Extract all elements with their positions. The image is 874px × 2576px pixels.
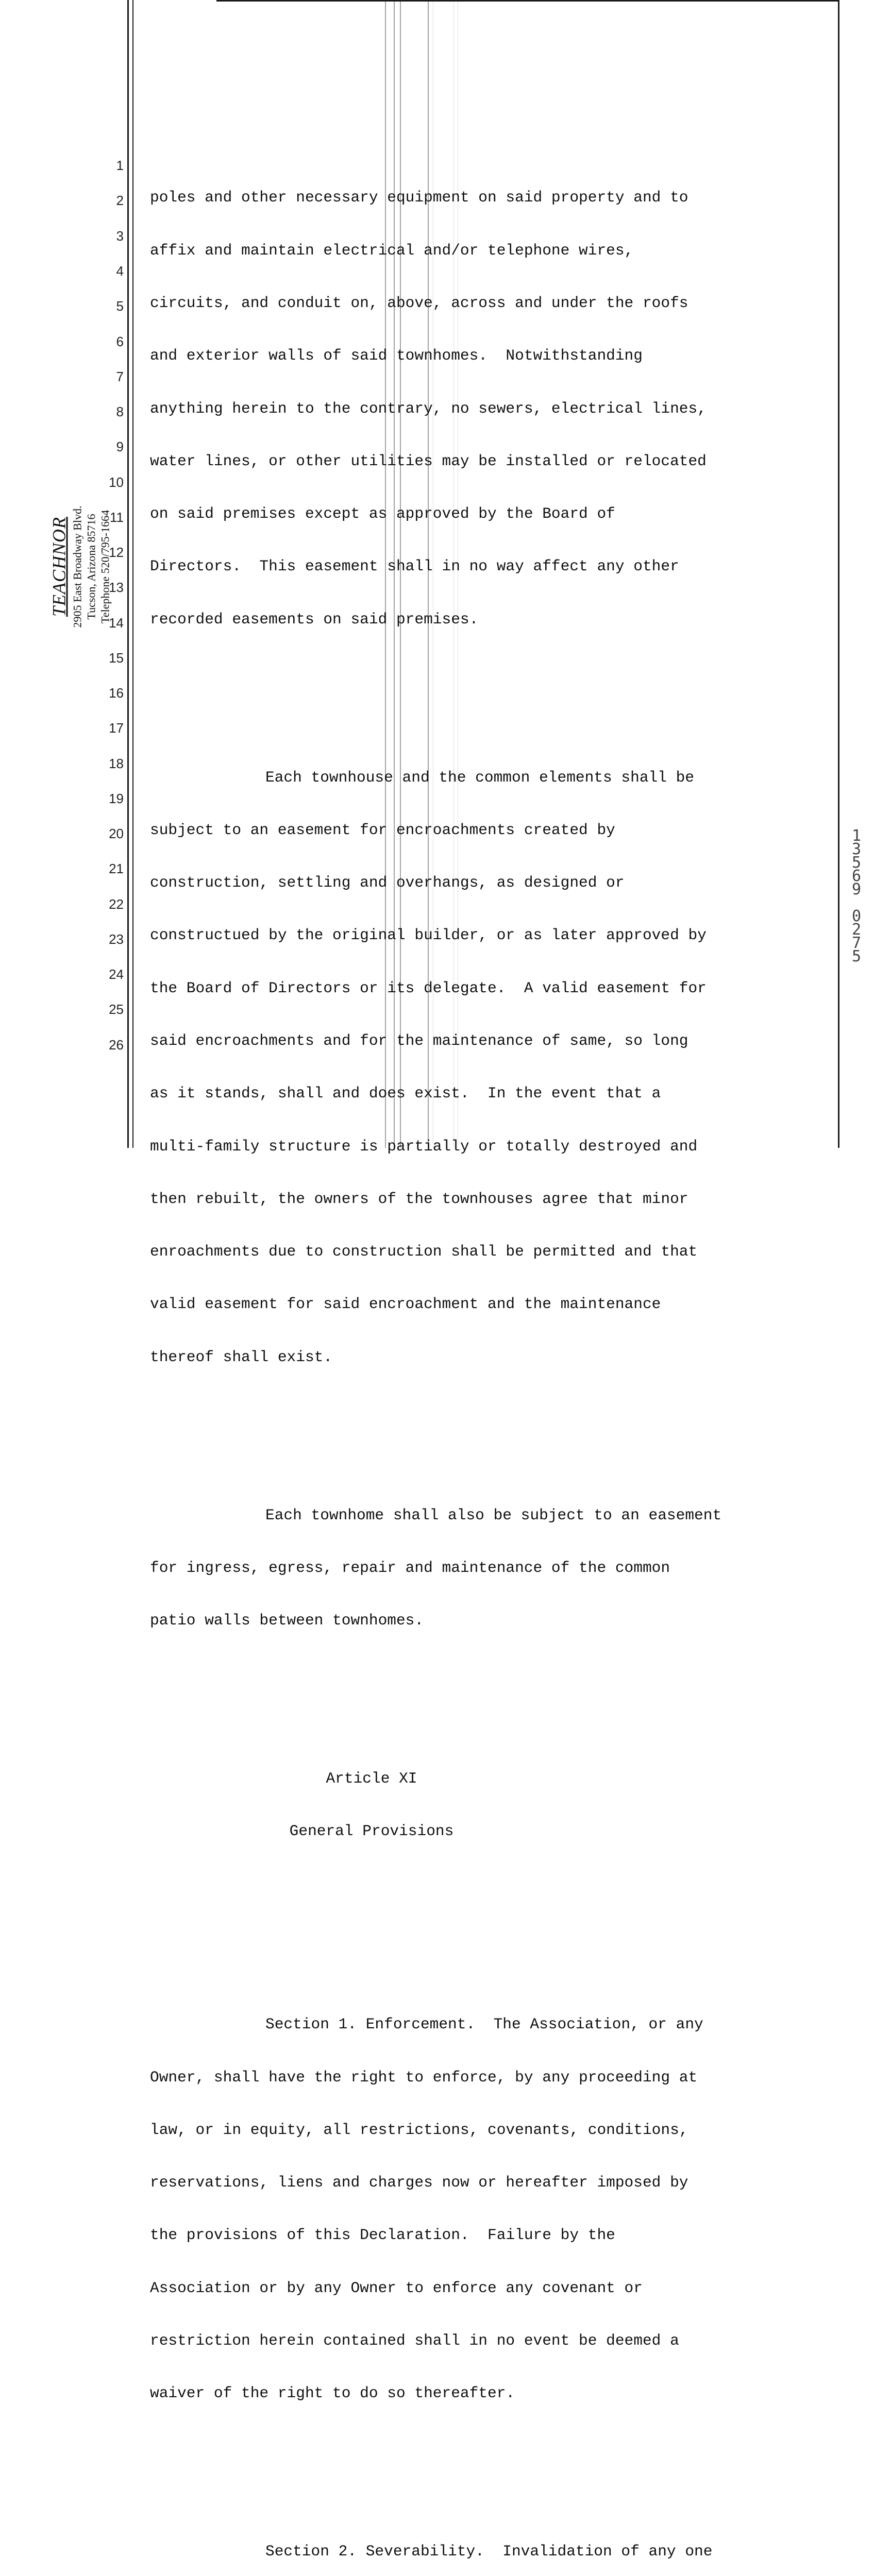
line-number: 24 xyxy=(109,967,124,982)
line-number: 9 xyxy=(116,439,124,454)
article-title-line xyxy=(150,1770,835,1787)
text-line: valid easement for said encroachment and the maintenance xyxy=(150,1295,661,1313)
text-line: Each townhouse and the common elements shall be xyxy=(265,768,695,786)
firm-telephone: Telephone 520/795-1664 xyxy=(98,510,112,624)
article-heading xyxy=(150,1735,835,1875)
recording-number-stamp xyxy=(841,829,872,977)
line-number: 21 xyxy=(109,861,124,876)
easement-paragraph-utilities xyxy=(150,154,835,663)
line-number: 3 xyxy=(116,228,124,244)
line-number: 10 xyxy=(109,474,124,490)
text-line: the Board of Directors or its delegate. A valid easement for xyxy=(150,979,707,997)
text-line: enroachments due to construction shall be permitted and that xyxy=(150,1243,698,1261)
text-line: Each townhome shall also be subject to an easement xyxy=(265,1506,722,1524)
text-line: the provisions of this Declaration. Failure by the xyxy=(150,2226,615,2244)
stamp-digit: 0 xyxy=(851,907,862,925)
section-1-enforcement xyxy=(150,1980,835,2437)
line-number: 25 xyxy=(109,1002,124,1017)
text-line: on said premises except as approved by the Board of xyxy=(150,505,615,523)
stamp-digit: 1 xyxy=(851,827,862,845)
section-2-severability xyxy=(150,2507,835,2576)
firm-address: 2905 East Broadway Blvd. xyxy=(71,505,84,628)
text-line: circuits, and conduit on, above, across and under the roofs xyxy=(150,294,688,312)
line-number: 18 xyxy=(109,756,124,771)
line-numbers xyxy=(93,0,124,1148)
stamp-digit: 2 xyxy=(851,921,862,939)
text-line: multi-family structure is partially or totally destroyed and xyxy=(150,1137,698,1155)
text-line: poles and other necessary equipment on said property and to xyxy=(150,189,688,207)
stamp-digit: 3 xyxy=(851,840,862,858)
text-line: subject to an easement for encroachments created by xyxy=(150,821,615,839)
easement-paragraph-encroachments xyxy=(150,733,835,1401)
line-number: 14 xyxy=(109,615,124,631)
document-body xyxy=(150,101,835,2576)
text-line: anything herein to the contrary, no sewers, electrical lines, xyxy=(150,399,707,417)
stamp-digit: 5 xyxy=(851,947,862,965)
line-number: 23 xyxy=(109,931,124,947)
right-margin-rule xyxy=(838,0,839,1148)
text-line: recorded easements on said premises. xyxy=(150,610,479,628)
line-number: 20 xyxy=(109,826,124,841)
article-subtitle-line xyxy=(150,1822,835,1840)
text-line: Section 1. Enforcement. The Association, or any xyxy=(265,2015,703,2033)
text-line: Association or by any Owner to enforce any covenant or xyxy=(150,2279,643,2297)
recording-book xyxy=(841,827,872,899)
left-margin-rule xyxy=(127,0,129,1148)
text-line: reservations, liens and charges now or hereafter imposed by xyxy=(150,2174,688,2192)
line-number: 8 xyxy=(116,404,124,419)
text-line: thereof shall exist. xyxy=(150,1348,333,1366)
text-line: said encroachments and for the maintenance of same, so long xyxy=(150,1031,688,1049)
line-number: 12 xyxy=(109,545,124,560)
stamp-digit: 5 xyxy=(851,854,862,872)
line-number: 19 xyxy=(109,791,124,806)
article-subtitle: General Provisions xyxy=(289,1822,454,1840)
line-number: 5 xyxy=(116,298,124,314)
line-number: 1 xyxy=(116,158,124,173)
line-number: 17 xyxy=(109,720,124,736)
text-line: Directors. This easement shall in no way affect any other xyxy=(150,557,679,575)
article-title: Article XI xyxy=(326,1769,417,1787)
stamp-digit: 7 xyxy=(851,934,862,952)
text-line: as it stands, shall and does exist. In the event that a xyxy=(150,1084,661,1103)
line-number: 2 xyxy=(116,193,124,208)
firm-city: Tucson, Arizona 85716 xyxy=(85,514,98,620)
top-rule xyxy=(216,0,838,2)
text-line: for ingress, egress, repair and maintenance of the common xyxy=(150,1558,670,1577)
line-number: 7 xyxy=(116,369,124,384)
line-number: 15 xyxy=(109,650,124,666)
text-line: restriction herein contained shall in no event be deemed a xyxy=(150,2331,679,2349)
line-number: 11 xyxy=(110,510,124,525)
text-line: law, or in equity, all restrictions, covenants, conditions, xyxy=(150,2121,688,2139)
line-number: 6 xyxy=(116,334,124,349)
text-line: Owner, shall have the right to enforce, by any proceeding at xyxy=(150,2068,698,2086)
recording-page xyxy=(841,907,872,965)
text-line: and exterior walls of said townhomes. Notwithstanding xyxy=(150,347,643,365)
easement-paragraph-patio-walls xyxy=(150,1471,835,1664)
text-line: water lines, or other utilities may be installed or relocated xyxy=(150,452,707,470)
line-number: 26 xyxy=(109,1037,124,1053)
line-number: 16 xyxy=(109,685,124,701)
stamp-digit: 9 xyxy=(851,880,862,899)
stamp-digit: 6 xyxy=(851,867,862,885)
text-line: affix and maintain electrical and/or telephone wires, xyxy=(150,241,634,259)
line-number: 13 xyxy=(109,580,124,595)
left-margin-rule-inner xyxy=(132,0,133,1148)
text-line: Section 2. Severability. Invalidation of any one xyxy=(265,2543,713,2561)
text-line: then rebuilt, the owners of the townhouses agree that minor xyxy=(150,1190,688,1208)
text-line: patio walls between townhomes. xyxy=(150,1612,424,1630)
line-number: 22 xyxy=(109,896,124,912)
text-line: waiver of the right to do so thereafter. xyxy=(150,2384,515,2402)
text-line: construction, settling and overhangs, as designed or xyxy=(150,874,625,892)
line-number: 4 xyxy=(116,263,124,279)
text-line: constructued by the original builder, or as later approved by xyxy=(150,926,707,944)
firm-name: TEACHNOR xyxy=(48,517,70,617)
